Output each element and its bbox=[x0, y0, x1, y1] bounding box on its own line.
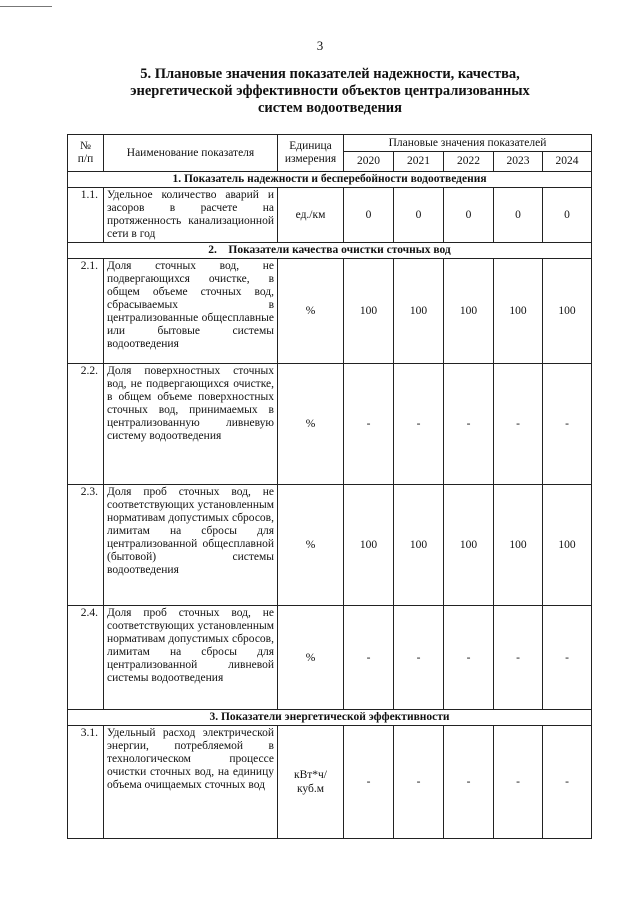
planned-value: - bbox=[444, 364, 494, 485]
row-number: 1.1. bbox=[68, 188, 104, 243]
section-title bbox=[110, 66, 550, 117]
planned-value: 0 bbox=[394, 188, 444, 243]
unit-text: % bbox=[305, 651, 316, 664]
planned-value: 100 bbox=[394, 259, 444, 364]
unit-text: куб.м bbox=[296, 783, 325, 795]
planned-value: 100 bbox=[344, 259, 394, 364]
header-unit-line-1: Единица bbox=[289, 140, 332, 152]
table-row bbox=[68, 364, 592, 485]
table-body bbox=[68, 172, 592, 839]
header-year: 2023 bbox=[494, 152, 543, 172]
section-heading-row bbox=[68, 243, 592, 259]
planned-value: 100 bbox=[543, 485, 592, 606]
planned-value: 0 bbox=[344, 188, 394, 243]
title-line-2: энергетической эффективности объектов централизованных bbox=[130, 83, 530, 99]
indicator-name: Удельный расход электрической энергии, потребляемой в технологическом процессе очистки сточных вод, на единицу объема очищаемых сточных вод bbox=[104, 726, 278, 839]
header-num bbox=[68, 135, 104, 172]
planned-value: - bbox=[394, 364, 444, 485]
section-heading-row bbox=[68, 710, 592, 726]
header-name: Наименование показателя bbox=[104, 135, 278, 172]
indicator-name: Доля сточных вод, не подвергающихся очистке, в общем объеме сточных вод, сбрасываемых в централизованные общесплавные или бытовые системы водоотведения bbox=[104, 259, 278, 364]
indicator-name: Доля поверхностных сточных вод, не подвергающихся очистке, в общем объеме поверхностных сточных вод, принимаемых в централизованную ливневую систему водоотведения bbox=[104, 364, 278, 485]
table-header bbox=[68, 135, 592, 172]
planned-value: - bbox=[494, 364, 543, 485]
planned-value: 0 bbox=[543, 188, 592, 243]
planned-value: 100 bbox=[494, 259, 543, 364]
unit-text: ед./км bbox=[295, 209, 326, 221]
planned-value: 0 bbox=[494, 188, 543, 243]
table-row bbox=[68, 726, 592, 839]
indicators-table bbox=[67, 134, 592, 839]
section-heading: 2. Показатели качества очистки сточных вод bbox=[68, 243, 592, 259]
planned-value: - bbox=[494, 606, 543, 710]
header-planned-values: Плановые значения показателей bbox=[344, 135, 592, 152]
unit-cell bbox=[278, 364, 344, 485]
planned-value: - bbox=[394, 606, 444, 710]
section-heading: 3. Показатели энергетической эффективности bbox=[68, 710, 592, 726]
table-row bbox=[68, 259, 592, 364]
planned-value: 100 bbox=[444, 485, 494, 606]
indicator-name: Удельное количество аварий и засоров в расчете на протяженность канализационной сети в год bbox=[104, 188, 278, 243]
planned-value: - bbox=[543, 606, 592, 710]
planned-value: - bbox=[444, 726, 494, 839]
planned-value: 100 bbox=[344, 485, 394, 606]
planned-value: 0 bbox=[444, 188, 494, 243]
planned-value: - bbox=[394, 726, 444, 839]
page-number: 3 bbox=[316, 38, 324, 53]
planned-value: 100 bbox=[543, 259, 592, 364]
unit-cell bbox=[278, 606, 344, 710]
planned-value: - bbox=[344, 726, 394, 839]
planned-value: - bbox=[344, 364, 394, 485]
planned-value: 100 bbox=[444, 259, 494, 364]
row-number: 2.3. bbox=[68, 485, 104, 606]
title-line-1: 5. Плановые значения показателей надежности, качества, bbox=[140, 66, 520, 82]
top-edge-line bbox=[0, 6, 52, 7]
indicator-name: Доля проб сточных вод, не соответствующих установленным нормативам допустимых сбросов, лимитам на сбросы для централизованной ливневой системы водоотведения bbox=[104, 606, 278, 710]
planned-value: 100 bbox=[494, 485, 543, 606]
table-row bbox=[68, 188, 592, 243]
section-heading-row bbox=[68, 172, 592, 188]
row-number: 2.2. bbox=[68, 364, 104, 485]
header-year: 2024 bbox=[543, 152, 592, 172]
title-line-3: систем водоотведения bbox=[257, 100, 403, 116]
planned-value: 100 bbox=[394, 485, 444, 606]
unit-text: % bbox=[305, 539, 316, 551]
unit-cell bbox=[278, 259, 344, 364]
unit-text: кВт*ч/ bbox=[293, 769, 327, 781]
planned-value: - bbox=[543, 364, 592, 485]
section-heading: 1. Показатель надежности и бесперебойности водоотведения bbox=[68, 172, 592, 188]
header-num-line-1: № bbox=[80, 140, 91, 152]
header-year: 2021 bbox=[394, 152, 444, 172]
header-unit-line-2: измерения bbox=[284, 153, 337, 165]
table-row bbox=[68, 485, 592, 606]
indicator-name: Доля проб сточных вод, не соответствующих установленным нормативам допустимых сбросов, лимитам на сбросы для централизованной общесплавной (бытовой) системы водоотведения bbox=[104, 485, 278, 606]
unit-text: % bbox=[305, 305, 316, 317]
header-year: 2022 bbox=[444, 152, 494, 172]
unit-cell bbox=[278, 726, 344, 839]
unit-cell bbox=[278, 188, 344, 243]
row-number: 3.1. bbox=[68, 726, 104, 839]
planned-value: - bbox=[543, 726, 592, 839]
row-number: 2.4. bbox=[68, 606, 104, 710]
unit-text: % bbox=[305, 418, 316, 430]
unit-cell bbox=[278, 485, 344, 606]
header-year: 2020 bbox=[344, 152, 394, 172]
planned-value: - bbox=[494, 726, 543, 839]
header-unit bbox=[278, 135, 344, 172]
planned-value: - bbox=[444, 606, 494, 710]
header-num-line-2: п/п bbox=[77, 153, 94, 165]
row-number: 2.1. bbox=[68, 259, 104, 364]
planned-value: - bbox=[344, 606, 394, 710]
table-row bbox=[68, 606, 592, 710]
